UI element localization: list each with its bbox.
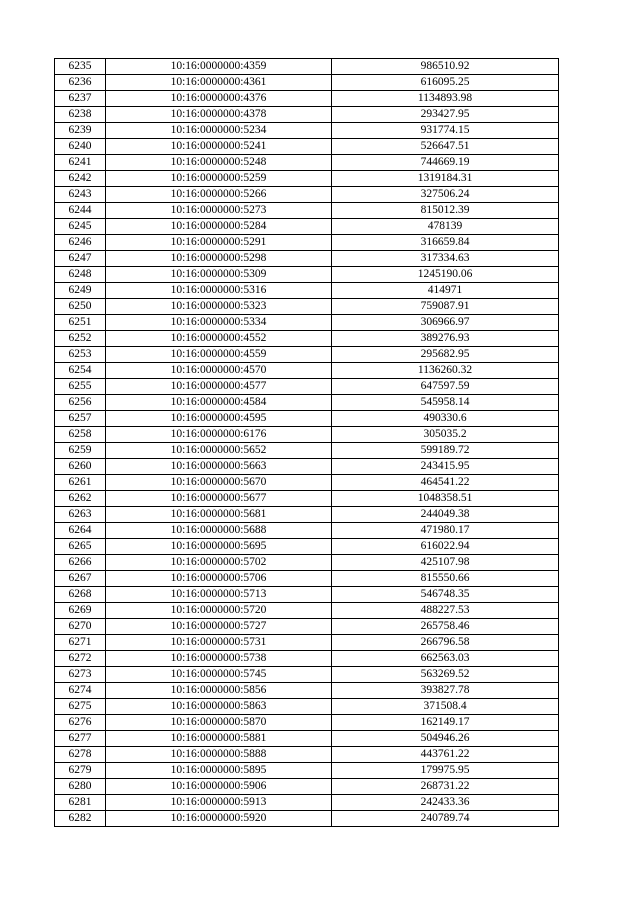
row-number-cell: 6247 [55, 251, 106, 267]
value-cell: 389276.93 [332, 331, 559, 347]
value-cell: 316659.84 [332, 235, 559, 251]
row-number-cell: 6271 [55, 635, 106, 651]
value-cell: 616095.25 [332, 75, 559, 91]
table-row [55, 315, 559, 331]
row-number-cell: 6240 [55, 139, 106, 155]
cadastral-number-cell: 10:16:0000000:6176 [106, 427, 332, 443]
cadastral-number-cell: 10:16:0000000:5652 [106, 443, 332, 459]
cadastral-number-cell: 10:16:0000000:5863 [106, 699, 332, 715]
table-row [55, 811, 559, 827]
value-cell: 1048358.51 [332, 491, 559, 507]
cadastral-number-cell: 10:16:0000000:5316 [106, 283, 332, 299]
cadastral-number-cell: 10:16:0000000:5688 [106, 523, 332, 539]
row-number-cell: 6246 [55, 235, 106, 251]
cadastral-number-cell: 10:16:0000000:5870 [106, 715, 332, 731]
value-cell: 295682.95 [332, 347, 559, 363]
row-number-cell: 6274 [55, 683, 106, 699]
value-cell: 268731.22 [332, 779, 559, 795]
value-cell: 414971 [332, 283, 559, 299]
value-cell: 488227.53 [332, 603, 559, 619]
value-cell: 1245190.06 [332, 267, 559, 283]
table-row [55, 379, 559, 395]
row-number-cell: 6254 [55, 363, 106, 379]
row-number-cell: 6235 [55, 59, 106, 75]
row-number-cell: 6280 [55, 779, 106, 795]
row-number-cell: 6267 [55, 571, 106, 587]
value-cell: 616022.94 [332, 539, 559, 555]
table-row [55, 155, 559, 171]
table-row [55, 795, 559, 811]
row-number-cell: 6243 [55, 187, 106, 203]
row-number-cell: 6248 [55, 267, 106, 283]
row-number-cell: 6238 [55, 107, 106, 123]
cadastral-number-cell: 10:16:0000000:5895 [106, 763, 332, 779]
table-row [55, 107, 559, 123]
value-cell: 563269.52 [332, 667, 559, 683]
table-row [55, 779, 559, 795]
table-body [55, 59, 559, 827]
row-number-cell: 6251 [55, 315, 106, 331]
cadastral-number-cell: 10:16:0000000:5906 [106, 779, 332, 795]
value-cell: 986510.92 [332, 59, 559, 75]
row-number-cell: 6276 [55, 715, 106, 731]
table-row [55, 523, 559, 539]
row-number-cell: 6253 [55, 347, 106, 363]
value-cell: 546748.35 [332, 587, 559, 603]
table-row [55, 251, 559, 267]
row-number-cell: 6256 [55, 395, 106, 411]
cadastral-number-cell: 10:16:0000000:5284 [106, 219, 332, 235]
value-cell: 243415.95 [332, 459, 559, 475]
row-number-cell: 6258 [55, 427, 106, 443]
cadastral-number-cell: 10:16:0000000:5856 [106, 683, 332, 699]
table-row [55, 123, 559, 139]
value-cell: 293427.95 [332, 107, 559, 123]
value-cell: 240789.74 [332, 811, 559, 827]
value-cell: 1319184.31 [332, 171, 559, 187]
cadastral-number-cell: 10:16:0000000:5677 [106, 491, 332, 507]
row-number-cell: 6239 [55, 123, 106, 139]
cadastral-number-cell: 10:16:0000000:5323 [106, 299, 332, 315]
cadastral-number-cell: 10:16:0000000:4577 [106, 379, 332, 395]
value-cell: 545958.14 [332, 395, 559, 411]
table-row [55, 59, 559, 75]
row-number-cell: 6263 [55, 507, 106, 523]
table-row [55, 299, 559, 315]
row-number-cell: 6250 [55, 299, 106, 315]
row-number-cell: 6269 [55, 603, 106, 619]
value-cell: 471980.17 [332, 523, 559, 539]
table-row [55, 411, 559, 427]
table-row [55, 555, 559, 571]
row-number-cell: 6266 [55, 555, 106, 571]
table-row [55, 587, 559, 603]
table-row [55, 635, 559, 651]
row-number-cell: 6264 [55, 523, 106, 539]
table-row [55, 331, 559, 347]
value-cell: 266796.58 [332, 635, 559, 651]
value-cell: 815012.39 [332, 203, 559, 219]
value-cell: 504946.26 [332, 731, 559, 747]
row-number-cell: 6259 [55, 443, 106, 459]
row-number-cell: 6260 [55, 459, 106, 475]
value-cell: 393827.78 [332, 683, 559, 699]
table-row [55, 219, 559, 235]
table-row [55, 715, 559, 731]
row-number-cell: 6257 [55, 411, 106, 427]
table-row [55, 187, 559, 203]
table-row [55, 363, 559, 379]
row-number-cell: 6236 [55, 75, 106, 91]
value-cell: 305035.2 [332, 427, 559, 443]
table-row [55, 699, 559, 715]
value-cell: 327506.24 [332, 187, 559, 203]
value-cell: 662563.03 [332, 651, 559, 667]
cadastral-value-table [54, 58, 559, 827]
value-cell: 744669.19 [332, 155, 559, 171]
cadastral-number-cell: 10:16:0000000:5745 [106, 667, 332, 683]
value-cell: 306966.97 [332, 315, 559, 331]
cadastral-number-cell: 10:16:0000000:5309 [106, 267, 332, 283]
table-row [55, 91, 559, 107]
row-number-cell: 6268 [55, 587, 106, 603]
cadastral-number-cell: 10:16:0000000:4361 [106, 75, 332, 91]
table-row [55, 139, 559, 155]
table-row [55, 475, 559, 491]
row-number-cell: 6252 [55, 331, 106, 347]
row-number-cell: 6278 [55, 747, 106, 763]
table-row [55, 763, 559, 779]
value-cell: 265758.46 [332, 619, 559, 635]
row-number-cell: 6277 [55, 731, 106, 747]
table-row [55, 235, 559, 251]
cadastral-number-cell: 10:16:0000000:5291 [106, 235, 332, 251]
table-row [55, 171, 559, 187]
row-number-cell: 6255 [55, 379, 106, 395]
value-cell: 464541.22 [332, 475, 559, 491]
value-cell: 599189.72 [332, 443, 559, 459]
cadastral-number-cell: 10:16:0000000:4559 [106, 347, 332, 363]
row-number-cell: 6237 [55, 91, 106, 107]
cadastral-number-cell: 10:16:0000000:5259 [106, 171, 332, 187]
table-row [55, 619, 559, 635]
row-number-cell: 6273 [55, 667, 106, 683]
value-cell: 815550.66 [332, 571, 559, 587]
table-row [55, 539, 559, 555]
value-cell: 759087.91 [332, 299, 559, 315]
table-row [55, 75, 559, 91]
value-cell: 931774.15 [332, 123, 559, 139]
value-cell: 443761.22 [332, 747, 559, 763]
row-number-cell: 6262 [55, 491, 106, 507]
cadastral-number-cell: 10:16:0000000:5273 [106, 203, 332, 219]
table-row [55, 603, 559, 619]
cadastral-number-cell: 10:16:0000000:5920 [106, 811, 332, 827]
table-row [55, 731, 559, 747]
value-cell: 1134893.98 [332, 91, 559, 107]
row-number-cell: 6249 [55, 283, 106, 299]
table-row [55, 683, 559, 699]
value-cell: 179975.95 [332, 763, 559, 779]
table-row [55, 459, 559, 475]
value-cell: 490330.6 [332, 411, 559, 427]
row-number-cell: 6270 [55, 619, 106, 635]
value-cell: 162149.17 [332, 715, 559, 731]
cadastral-number-cell: 10:16:0000000:5298 [106, 251, 332, 267]
table-row [55, 491, 559, 507]
row-number-cell: 6279 [55, 763, 106, 779]
row-number-cell: 6242 [55, 171, 106, 187]
cadastral-number-cell: 10:16:0000000:4584 [106, 395, 332, 411]
row-number-cell: 6281 [55, 795, 106, 811]
cadastral-number-cell: 10:16:0000000:5695 [106, 539, 332, 555]
cadastral-number-cell: 10:16:0000000:4595 [106, 411, 332, 427]
cadastral-number-cell: 10:16:0000000:4378 [106, 107, 332, 123]
value-cell: 1136260.32 [332, 363, 559, 379]
cadastral-number-cell: 10:16:0000000:5713 [106, 587, 332, 603]
table-row [55, 395, 559, 411]
cadastral-number-cell: 10:16:0000000:5881 [106, 731, 332, 747]
value-cell: 478139 [332, 219, 559, 235]
table-row [55, 651, 559, 667]
table-row [55, 667, 559, 683]
cadastral-number-cell: 10:16:0000000:5266 [106, 187, 332, 203]
cadastral-number-cell: 10:16:0000000:5681 [106, 507, 332, 523]
table-row [55, 507, 559, 523]
value-cell: 647597.59 [332, 379, 559, 395]
row-number-cell: 6261 [55, 475, 106, 491]
cadastral-number-cell: 10:16:0000000:5888 [106, 747, 332, 763]
table-row [55, 747, 559, 763]
cadastral-number-cell: 10:16:0000000:5913 [106, 795, 332, 811]
cadastral-number-cell: 10:16:0000000:5702 [106, 555, 332, 571]
cadastral-number-cell: 10:16:0000000:5720 [106, 603, 332, 619]
cadastral-number-cell: 10:16:0000000:5241 [106, 139, 332, 155]
table-row [55, 571, 559, 587]
row-number-cell: 6241 [55, 155, 106, 171]
row-number-cell: 6244 [55, 203, 106, 219]
value-cell: 526647.51 [332, 139, 559, 155]
cadastral-number-cell: 10:16:0000000:5706 [106, 571, 332, 587]
cadastral-number-cell: 10:16:0000000:5738 [106, 651, 332, 667]
cadastral-number-cell: 10:16:0000000:5731 [106, 635, 332, 651]
cadastral-number-cell: 10:16:0000000:5334 [106, 315, 332, 331]
table-row [55, 443, 559, 459]
value-cell: 244049.38 [332, 507, 559, 523]
value-cell: 371508.4 [332, 699, 559, 715]
row-number-cell: 6272 [55, 651, 106, 667]
value-cell: 425107.98 [332, 555, 559, 571]
row-number-cell: 6265 [55, 539, 106, 555]
cadastral-number-cell: 10:16:0000000:5670 [106, 475, 332, 491]
cadastral-number-cell: 10:16:0000000:4570 [106, 363, 332, 379]
row-number-cell: 6282 [55, 811, 106, 827]
cadastral-number-cell: 10:16:0000000:5727 [106, 619, 332, 635]
table-row [55, 283, 559, 299]
row-number-cell: 6245 [55, 219, 106, 235]
cadastral-number-cell: 10:16:0000000:5234 [106, 123, 332, 139]
table-row [55, 347, 559, 363]
table-row [55, 267, 559, 283]
cadastral-number-cell: 10:16:0000000:4552 [106, 331, 332, 347]
cadastral-number-cell: 10:16:0000000:5248 [106, 155, 332, 171]
cadastral-number-cell: 10:16:0000000:5663 [106, 459, 332, 475]
value-cell: 317334.63 [332, 251, 559, 267]
table-row [55, 203, 559, 219]
cadastral-number-cell: 10:16:0000000:4359 [106, 59, 332, 75]
value-cell: 242433.36 [332, 795, 559, 811]
table-row [55, 427, 559, 443]
row-number-cell: 6275 [55, 699, 106, 715]
cadastral-number-cell: 10:16:0000000:4376 [106, 91, 332, 107]
